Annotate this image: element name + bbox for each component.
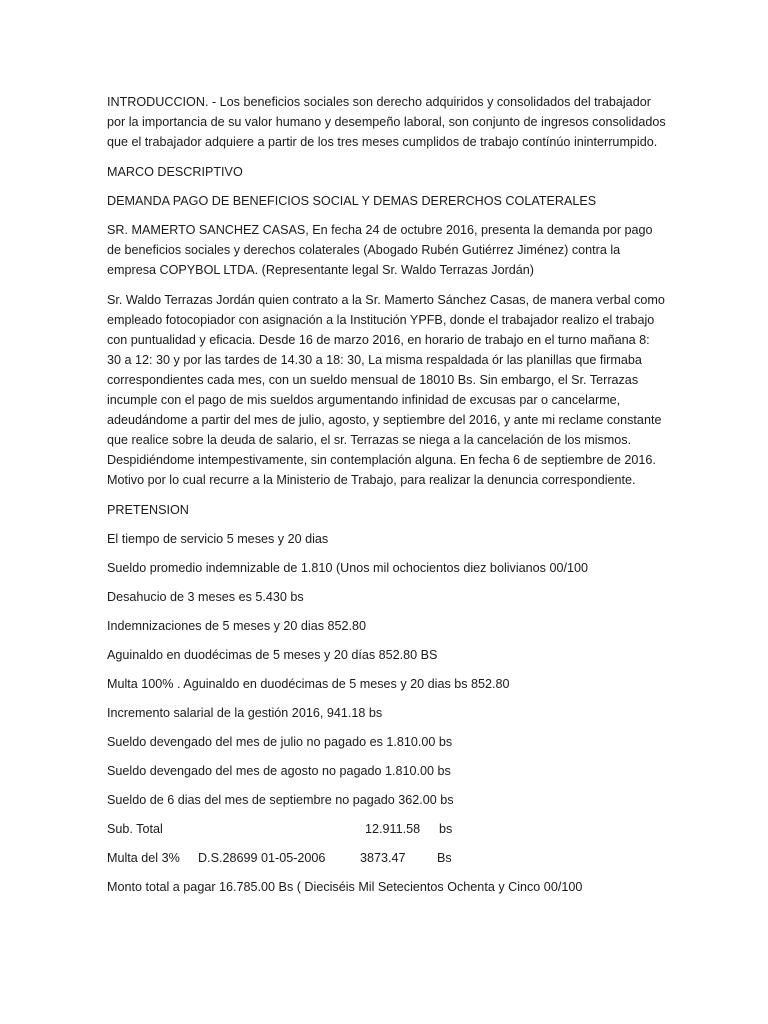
- list-item: Sueldo devengado del mes de julio no pagado es 1.810.00 bs: [107, 735, 453, 749]
- list-item: Sueldo de 6 dias del mes de septiembre no pagado 362.00 bs: [107, 793, 454, 807]
- list-item: Incremento salarial de la gestión 2016, 941.18 bs: [107, 706, 383, 720]
- introduction-paragraph: INTRODUCCION. - Los beneficios sociales son derecho adquiridos y consolidados del trabajador por la importancia de su valor humano y desempeño laboral, son conjunto de ingresos consolidados que el trabajador adquiere a partir de los tres meses cumplidos de trabajo contínúo ininterrumpido.: [107, 95, 666, 149]
- pretension-heading: PRETENSION: [107, 503, 189, 517]
- multa-row: [107, 848, 667, 868]
- list-item: Aguinaldo en duodécimas de 5 meses y 20 días 852.80 BS: [107, 648, 438, 662]
- multa-label: Multa del 3%: [107, 851, 180, 865]
- demanda-paragraph: SR. MAMERTO SANCHEZ CASAS, En fecha 24 de octubre 2016, presenta la demanda por pago de beneficios sociales y derechos colaterales (Abogado Rubén Gutiérrez Jiménez) contra la empresa COPYBOL LTDA. (Representante legal Sr. Waldo Terrazas Jordán): [107, 223, 653, 277]
- pretension-list: [107, 529, 667, 810]
- list-item: Indemnizaciones de 5 meses y 20 dias 852.80: [107, 619, 367, 633]
- marco-descriptivo-heading: MARCO DESCRIPTIVO: [107, 165, 243, 179]
- list-item: El tiempo de servicio 5 meses y 20 dias: [107, 532, 329, 546]
- list-item: Desahucio de 3 meses es 5.430 bs: [107, 590, 304, 604]
- list-item: Sueldo devengado del mes de agosto no pagado 1.810.00 bs: [107, 764, 451, 778]
- subtotal-row: [107, 819, 667, 839]
- multa-decree: D.S.28699 01-05-2006: [198, 851, 326, 865]
- list-item: Multa 100% . Aguinaldo en duodécimas de 5 meses y 20 dias bs 852.80: [107, 677, 510, 691]
- multa-amount: 3873.47: [360, 851, 406, 865]
- document-page: [107, 92, 667, 906]
- monto-total-line: Monto total a pagar 16.785.00 Bs ( Dieciséis Mil Setecientos Ochenta y Cinco 00/100: [107, 880, 583, 894]
- list-item: Sueldo promedio indemnizable de 1.810 (Unos mil ochocientos diez bolivianos 00/100: [107, 561, 588, 575]
- multa-unit: Bs: [437, 851, 452, 865]
- subtotal-label: Sub. Total: [107, 822, 163, 836]
- subtotal-unit: bs: [439, 822, 453, 836]
- hechos-paragraph: Sr. Waldo Terrazas Jordán quien contrato a la Sr. Mamerto Sánchez Casas, de manera verbal como empleado fotocopiador con asignación a la Institución YPFB, donde el trabajador realizo el trabajo con puntualidad y eficacia. Desde 16 de marzo 2016, en horario de trabajo en el turno mañana 8: 30 a 12: 30 y por las tardes de 14.30 a 18: 30, La misma respaldada ór las planillas que firmaba correspondientes cada mes, con un sueldo mensual de 18010 Bs. Sin embargo, el Sr. Terrazas incumple con el pago de mis sueldos argumentando infinidad de excusas par o cancelarme, adeudándome a partir del mes de julio, agosto, y septiembre del 2016, y ante mi reclame constante que realice sobre la deuda de salario, el sr. Terrazas se niega a la cancelación de los mismos. Despidiéndome intempestivamente, sin contemplación alguna. En fecha 6 de septiembre de 2016. Motivo por lo cual recurre a la Ministerio de Trabajo, para realizar la denuncia correspondiente.: [107, 293, 665, 487]
- demanda-heading: DEMANDA PAGO DE BENEFICIOS SOCIAL Y DEMAS DERERCHOS COLATERALES: [107, 194, 597, 208]
- subtotal-amount: 12.911.58: [365, 822, 421, 836]
